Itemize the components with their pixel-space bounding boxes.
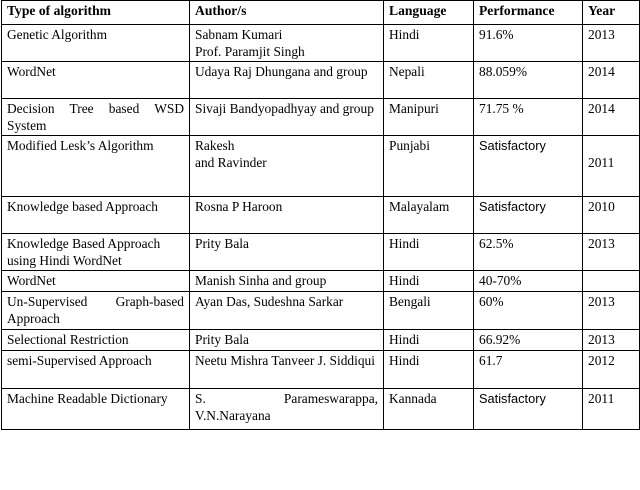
cell-text: and Ravinder (195, 155, 267, 170)
cell-text: Modified Lesk’s Algorithm (7, 138, 154, 153)
cell-language: Malayalam (384, 197, 474, 234)
cell-authors: S. Parameswarappa, V.N.Narayana (190, 389, 384, 430)
cell-text: WordNet (7, 273, 56, 288)
header-language: Language (384, 1, 474, 25)
table-row (2, 234, 640, 271)
cell-authors (190, 292, 384, 330)
cell-performance: Satisfactory (474, 197, 583, 234)
cell-performance: 60% (474, 292, 583, 330)
cell-algorithm (2, 25, 190, 62)
cell-year: 2014 (583, 99, 640, 136)
cell-language: Bengali (384, 292, 474, 330)
cell-performance: 88.059% (474, 62, 583, 99)
table-header-row (2, 1, 640, 25)
cell-algorithm: Machine Readable Dictionary (2, 389, 190, 430)
cell-language: Nepali (384, 62, 474, 99)
cell-language: Hindi (384, 234, 474, 271)
cell-authors: Neetu Mishra Tanveer J. Siddiqui (190, 351, 384, 389)
cell-language: Hindi (384, 25, 474, 62)
cell-language: Hindi (384, 330, 474, 351)
cell-year: 2011 (583, 136, 640, 197)
cell-authors (190, 197, 384, 234)
cell-language: Hindi (384, 351, 474, 389)
cell-text: Prof. Paramjit Singh (195, 44, 305, 59)
cell-text: Ayan Das, Sudeshna Sarkar (195, 294, 344, 309)
cell-year: 2011 (583, 389, 640, 430)
cell-authors: Udaya Raj Dhungana and group (190, 62, 384, 99)
cell-algorithm (2, 62, 190, 99)
table-row (2, 330, 640, 351)
cell-algorithm (2, 271, 190, 292)
cell-text: Rakesh (195, 138, 235, 153)
table-row (2, 351, 640, 389)
cell-text: semi-Supervised Approach (7, 353, 152, 368)
cell-year: 2010 (583, 197, 640, 234)
cell-performance: 62.5% (474, 234, 583, 271)
header-authors: Author/s (190, 1, 384, 25)
cell-authors (190, 136, 384, 197)
header-algorithm: Type of algorithm (2, 1, 190, 25)
cell-performance: Satisfactory (474, 389, 583, 430)
table-row (2, 62, 640, 99)
cell-authors (190, 330, 384, 351)
cell-algorithm (2, 330, 190, 351)
table-row (2, 99, 640, 136)
cell-algorithm (2, 197, 190, 234)
cell-year: 2013 (583, 25, 640, 62)
cell-year: 2013 (583, 234, 640, 271)
cell-performance: 61.7 (474, 351, 583, 389)
cell-algorithm: Decision Tree based WSD System (2, 99, 190, 136)
table-row (2, 389, 640, 430)
cell-performance: 66.92% (474, 330, 583, 351)
cell-text: Genetic Algorithm (7, 27, 108, 42)
cell-language: Manipuri (384, 99, 474, 136)
cell-performance: Satisfactory (474, 136, 583, 197)
table-row (2, 197, 640, 234)
cell-year: 2013 (583, 330, 640, 351)
cell-algorithm (2, 136, 190, 197)
header-performance: Performance (474, 1, 583, 25)
table-row (2, 292, 640, 330)
cell-performance: 71.75 % (474, 99, 583, 136)
wsd-algorithms-table (1, 0, 640, 430)
cell-text: Knowledge Based Approach (7, 236, 161, 251)
cell-text: Selectional Restriction (7, 332, 129, 347)
cell-authors (190, 25, 384, 62)
cell-algorithm (2, 234, 190, 271)
cell-performance: 40-70% (474, 271, 583, 292)
cell-text: Sabnam Kumari (195, 27, 283, 42)
cell-authors: Sivaji Bandyopadhyay and group (190, 99, 384, 136)
table-row (2, 25, 640, 62)
cell-algorithm: Un-Supervised Graph-based Approach (2, 292, 190, 330)
cell-performance: 91.6% (474, 25, 583, 62)
cell-text: Knowledge based Approach (7, 199, 158, 214)
cell-language: Punjabi (384, 136, 474, 197)
cell-text: WordNet (7, 64, 56, 79)
cell-text: using Hindi WordNet (7, 253, 122, 268)
table-row (2, 136, 640, 197)
table-row (2, 271, 640, 292)
header-year: Year (583, 1, 640, 25)
cell-year: 2013 (583, 292, 640, 330)
cell-year: 2014 (583, 62, 640, 99)
cell-text: Rosna P Haroon (195, 199, 283, 214)
cell-authors (190, 271, 384, 292)
cell-language: Kannada (384, 389, 474, 430)
cell-text: Manish Sinha and group (195, 273, 327, 288)
cell-year (583, 271, 640, 292)
cell-text: Prity Bala (195, 332, 249, 347)
cell-language: Hindi (384, 271, 474, 292)
cell-authors (190, 234, 384, 271)
cell-algorithm (2, 351, 190, 389)
cell-text: Prity Bala (195, 236, 249, 251)
cell-year: 2012 (583, 351, 640, 389)
